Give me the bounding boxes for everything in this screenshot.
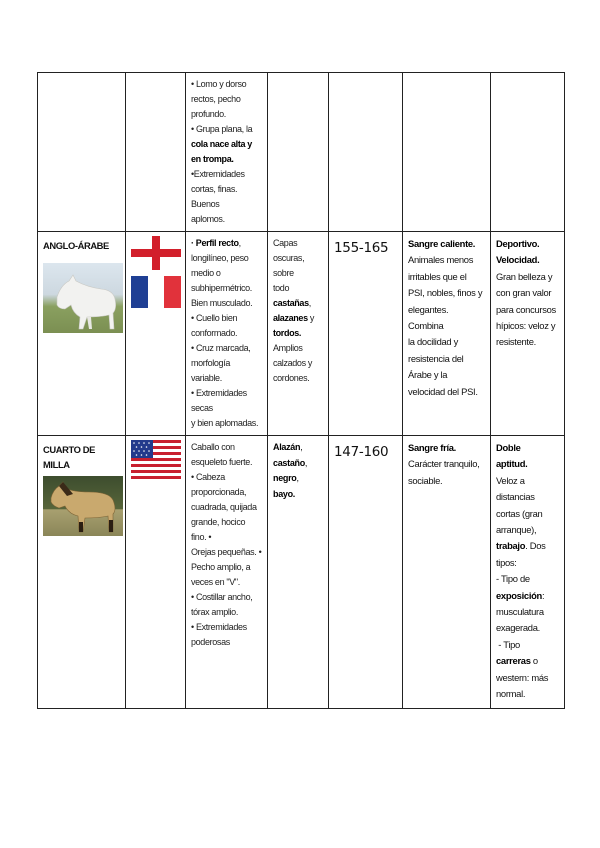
- morph-line: •Extremidades: [191, 169, 245, 179]
- morphology-cell: [186, 232, 268, 436]
- morph-line: proporcionada,: [191, 487, 247, 497]
- flag-cell: [126, 232, 186, 436]
- morph-line: • Extremidades secas: [191, 388, 247, 413]
- aptitude-line: [496, 588, 559, 604]
- aptitude-line: tipos:: [496, 556, 517, 568]
- morph-first-line: [191, 236, 262, 266]
- aptitude-exposicion: exposición: [496, 589, 542, 601]
- aptitude-line: para concursos: [496, 303, 556, 315]
- horse-icon: [43, 476, 123, 536]
- coat-line: [273, 326, 323, 341]
- coat-line: Amplios: [273, 343, 303, 353]
- morph-line: profundo.: [191, 109, 226, 119]
- aptitude-text: . Dos: [525, 540, 546, 552]
- horse-icon: [43, 263, 123, 333]
- morph-line: • Cruz marcada,: [191, 343, 251, 353]
- table-row-cuarto-de-milla: [38, 436, 565, 709]
- morph-line: , longilíneo, peso: [191, 238, 249, 263]
- coat-castano: castaño: [273, 457, 305, 468]
- aptitude-line: western: más: [496, 671, 549, 683]
- morph-line: aplomos.: [191, 214, 225, 224]
- morph-line: Caballo con: [191, 442, 235, 452]
- white-horse-photo: [43, 263, 123, 333]
- breed-name: ANGLO-ÁRABE: [43, 240, 109, 251]
- temperament-line: la docilidad y: [408, 336, 458, 348]
- coat-negro: negro: [273, 473, 297, 484]
- morph-line: • Cabeza: [191, 472, 225, 482]
- table-row-anglo-arabe: [38, 232, 565, 436]
- breed-name-cell: [38, 436, 126, 709]
- morph-line: • Grupa plana, la: [191, 124, 253, 134]
- aptitude-line: distancias: [496, 491, 535, 503]
- aptitude-trabajo: trabajo: [496, 540, 526, 552]
- aptitude-line: cortas (gran: [496, 507, 543, 519]
- aptitude-line: Veloz a: [496, 474, 525, 486]
- coat-cell: [268, 436, 329, 709]
- coat-sep: ,: [296, 473, 299, 484]
- aptitude-line: [496, 571, 559, 587]
- name-cell-empty: [38, 73, 126, 232]
- france-flag-icon: [131, 276, 181, 308]
- coat-sep: y: [307, 313, 315, 323]
- aptitude-velocidad: Velocidad.: [496, 254, 540, 266]
- aptitude-text: - Tipo de: [496, 573, 530, 585]
- aptitude-title: [496, 440, 559, 456]
- coat-line: [273, 440, 323, 456]
- aptitude-doble: Doble: [496, 442, 521, 453]
- temperament-title: [408, 440, 485, 456]
- aptitude-line: con gran valor: [496, 287, 552, 299]
- coat-cell-empty: [268, 73, 329, 232]
- coat-line: cordones.: [273, 373, 310, 383]
- coat-alazanes: alazanes: [273, 313, 308, 323]
- morph-line-bold: en trompa.: [191, 154, 234, 164]
- aptitude-cell-empty: [491, 73, 565, 232]
- temperament-label: Sangre fría.: [408, 442, 456, 453]
- morph-line: conformado.: [191, 328, 238, 338]
- temperament-line: resistencia del: [408, 352, 464, 364]
- morph-line: cuadrada, quijada: [191, 502, 257, 512]
- temperament-cell: [403, 436, 491, 709]
- morph-line: morfología variable.: [191, 358, 231, 383]
- temperament-line: irritables que el: [408, 270, 467, 282]
- aptitude-line: exagerada.: [496, 622, 540, 634]
- table-row-continued: [38, 73, 565, 232]
- aptitude-title: [496, 456, 559, 472]
- morph-line: grande, hocico fino. •: [191, 517, 246, 542]
- morph-line: subhipermétrico.: [191, 283, 252, 293]
- morphology-cell: [186, 436, 268, 709]
- morph-line: Bien musculado.: [191, 298, 253, 308]
- morph-line: esqueleto fuerte.: [191, 457, 253, 467]
- coat-alazan: Alazán: [273, 442, 301, 452]
- height-cell: 155-165: [329, 232, 403, 436]
- aptitude-title: [496, 252, 559, 268]
- morph-line: y bien aplomadas.: [191, 418, 259, 428]
- aptitude-line: hípicos: veloz y: [496, 320, 556, 332]
- temperament-line: Árabe y la: [408, 369, 448, 381]
- temperament-line: velocidad del PSI.: [408, 385, 478, 397]
- morph-line: Orejas pequeñas. •: [191, 547, 262, 557]
- temperament-label: Sangre caliente.: [408, 238, 476, 249]
- height-cell: 147-160: [329, 436, 403, 709]
- usa-flag-icon: [131, 440, 181, 479]
- england-flag-icon: [131, 236, 181, 270]
- morph-line: • Costillar ancho,: [191, 592, 253, 602]
- coat-castanas: castañas: [273, 298, 309, 308]
- flag-cell-empty: [126, 73, 186, 232]
- breed-name: CUARTO DE MILLA: [43, 444, 95, 470]
- aptitude-line: Gran belleza y: [496, 270, 553, 282]
- morph-line: poderosas: [191, 637, 230, 647]
- flag-cell: [126, 436, 186, 709]
- coat-sep: ,: [304, 457, 308, 468]
- aptitude-cell: [491, 436, 565, 709]
- aptitude-line: resistente.: [496, 336, 536, 348]
- aptitude-line: [496, 637, 559, 653]
- coat-line: calzados y: [273, 358, 313, 368]
- morph-line: Pecho amplio, a: [191, 562, 251, 572]
- temperament-line: PSI, nobles, finos y: [408, 287, 483, 299]
- aptitude-aptitud: aptitud.: [496, 458, 528, 470]
- coat-sep: ,: [308, 298, 311, 308]
- dun-horse-photo: [43, 476, 123, 536]
- temperament-line: Carácter tranquilo,: [408, 458, 480, 470]
- morph-line: tórax amplio.: [191, 607, 238, 617]
- morph-line: • Cuello bien: [191, 313, 238, 323]
- temperament-line: sociable.: [408, 474, 443, 486]
- temperament-line: Animales menos: [408, 254, 474, 266]
- aptitude-carreras: carreras: [496, 655, 531, 667]
- aptitude-title: [496, 236, 559, 252]
- aptitude-line: arranque),: [496, 524, 537, 536]
- coat-line: [273, 487, 323, 503]
- aptitude-line: [496, 653, 559, 669]
- morph-line: medio o: [191, 268, 221, 278]
- morph-line: rectos, pecho: [191, 94, 241, 104]
- coat-line: todo: [273, 283, 290, 293]
- aptitude-cell: [491, 232, 565, 436]
- morph-line: • Extremidades: [191, 622, 247, 632]
- breed-name-cell: [38, 232, 126, 436]
- height-cell-empty: [329, 73, 403, 232]
- aptitude-line: normal.: [496, 688, 526, 700]
- coat-bayo: bayo.: [273, 488, 296, 499]
- coat-sep: ,: [300, 442, 303, 452]
- breeds-table: [37, 72, 565, 709]
- coat-line: [273, 296, 323, 311]
- morph-line: veces en "V".: [191, 577, 240, 587]
- aptitude-deportivo: Deportivo.: [496, 238, 540, 249]
- temperament-cell-empty: [403, 73, 491, 232]
- aptitude-line: [496, 538, 559, 554]
- coat-line: [273, 311, 323, 326]
- morph-line: cortas, finas. Buenos: [191, 184, 238, 209]
- coat-cell: [268, 232, 329, 436]
- coat-line: oscuras, sobre: [273, 253, 305, 278]
- morph-line-bold: cola nace alta y: [191, 139, 252, 149]
- aptitude-text: :: [541, 589, 545, 601]
- aptitude-line: musculatura: [496, 606, 544, 618]
- morphology-cell: [186, 73, 268, 232]
- temperament-title: [408, 236, 485, 252]
- temperament-line: elegantes. Combina: [408, 303, 449, 332]
- perfil-recto-label: · Perfil recto: [191, 238, 239, 248]
- coat-line: [273, 471, 323, 487]
- morph-line: • Lomo y dorso: [191, 79, 247, 89]
- aptitude-text: - Tipo: [496, 638, 520, 650]
- temperament-cell: [403, 232, 491, 436]
- coat-tordos: tordos.: [273, 328, 302, 338]
- coat-line: Capas: [273, 238, 298, 248]
- coat-line: [273, 456, 323, 472]
- aptitude-text: o: [530, 655, 538, 667]
